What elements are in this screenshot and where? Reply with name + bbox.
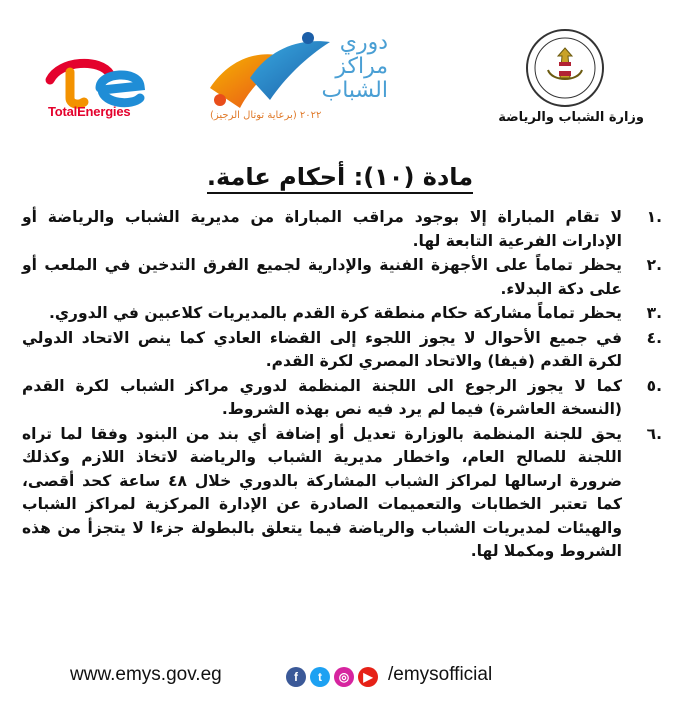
social-icons bbox=[286, 666, 378, 688]
youtube-icon[interactable]: ▶ bbox=[358, 667, 378, 687]
facebook-icon[interactable]: f bbox=[286, 667, 306, 687]
item-text: لا تقام المباراة إلا بوجود مراقب المباراة من مديرية الشباب والرياضة أو الإدارات الفرعية التابعة لها. bbox=[22, 208, 622, 250]
ministry-name: وزارة الشباب والرياضة bbox=[498, 110, 644, 125]
document-footer bbox=[0, 662, 680, 692]
item-text: يحق للجنة المنظمة بالوزارة تعديل أو إضافة أي بند من البنود وفقا لما تراه اللجنة للصالح العام، واخطار مديرية الشباب والرياضة لاتخاذ اللازم وكذلك ضرورة ارسالها لمراكز الشباب المشاركة بالدوري خلال ٤٨ ساعة كحد أقصى، كما تعتبر الخطابات والتعميمات الصادرة عن الإدارة المركزية لمراكز الشباب والهيئات لمديريات الشباب والرياضة فيما يتعلق بالبطولة جزءا لا يتجزأ من هذه الشروط ومكملا لها. bbox=[22, 424, 622, 560]
instagram-icon[interactable]: ◎ bbox=[334, 667, 354, 687]
article-items bbox=[22, 206, 662, 565]
item-number: .٦ bbox=[646, 424, 662, 443]
item-number: .٢ bbox=[646, 256, 662, 274]
article-item-2 bbox=[22, 254, 662, 301]
website-link[interactable]: www.emys.gov.eg bbox=[70, 664, 222, 685]
article-item-1 bbox=[22, 206, 662, 253]
league-title-line3: الشباب bbox=[321, 78, 388, 103]
social-handle[interactable]: /emysofficial bbox=[388, 664, 493, 685]
league-title-line1: دوري bbox=[339, 30, 388, 55]
twitter-icon[interactable]: t bbox=[310, 667, 330, 687]
item-text: كما لا يجوز الرجوع الى اللجنة المنظمة لدوري مراكز الشباب لكرة القدم (النسخة العاشرة) فيما لم يرد فيه نص بهذه الشروط. bbox=[22, 376, 622, 418]
article-item-4 bbox=[22, 327, 662, 374]
article-title bbox=[0, 163, 680, 191]
item-number: .٥ bbox=[646, 376, 662, 395]
article-item-3 bbox=[22, 302, 662, 326]
item-number: .٣ bbox=[646, 304, 662, 322]
item-text: في جميع الأحوال لا يجوز اللجوء إلى القضاء العادي كما ينص الاتحاد الدولي لكرة القدم (فيفا) والاتحاد المصري لكرة القدم. bbox=[22, 328, 622, 370]
league-subtitle: ٢٠٢٢ (برعاية توتال الرجيز) bbox=[210, 110, 322, 121]
item-text: يحظر تماماً مشاركة حكام منطقة كرة القدم بالمديريات كلاعبين في الدوري. bbox=[48, 304, 622, 322]
item-number: .١ bbox=[646, 208, 662, 226]
league-title-line2: مراكز bbox=[335, 54, 388, 79]
totalenergies-wordmark: TotalEnergies bbox=[48, 104, 131, 119]
article-item-6 bbox=[22, 423, 662, 564]
article-item-5 bbox=[22, 375, 662, 422]
item-text: يحظر تماماً على الأجهزة الفنية والإدارية لجميع الفرق التدخين في الملعب أو على دكة البدلاء. bbox=[22, 256, 622, 298]
item-number: .٤ bbox=[646, 328, 662, 347]
document-header bbox=[0, 0, 680, 150]
league-logo bbox=[190, 18, 390, 130]
article-title-text: مادة (١٠): أحكام عامة. bbox=[207, 163, 473, 194]
